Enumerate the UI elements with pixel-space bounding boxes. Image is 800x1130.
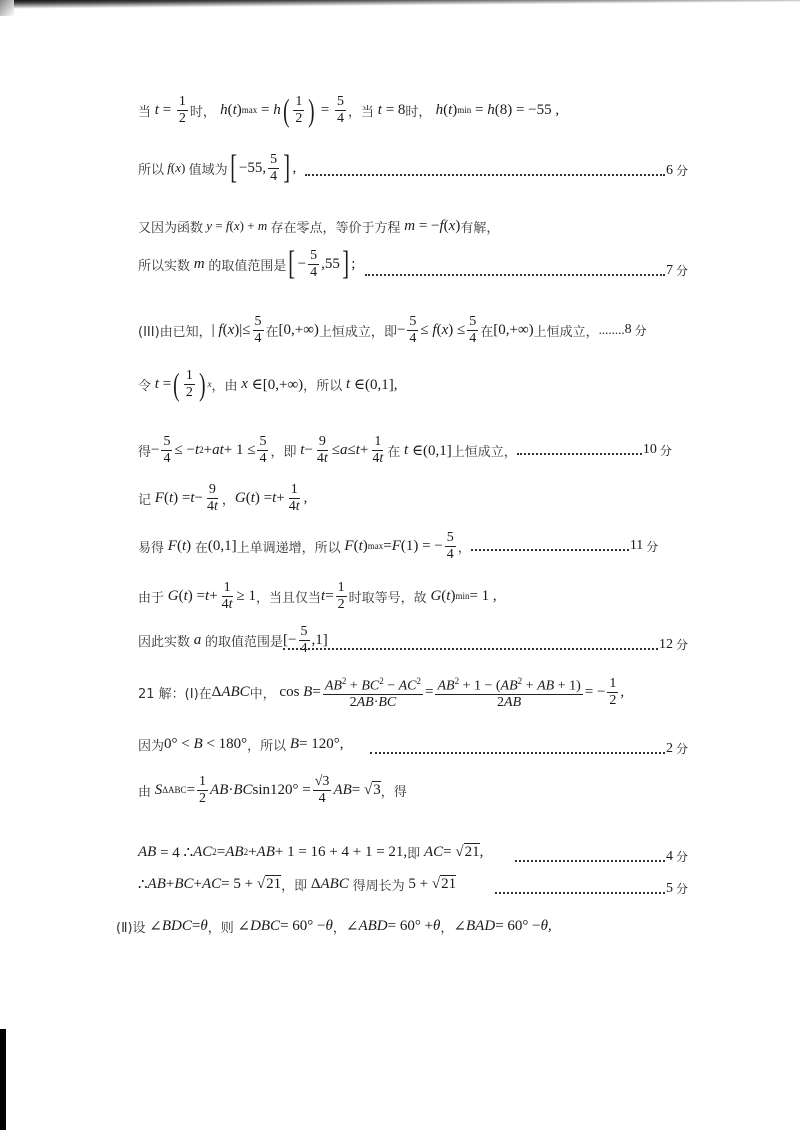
scan-edge-left bbox=[0, 1029, 6, 1130]
text: 令 bbox=[138, 378, 152, 394]
text: 在 bbox=[480, 324, 494, 340]
text: (Ⅱ)设 bbox=[116, 920, 146, 936]
text: ，则 bbox=[207, 920, 234, 936]
text: 时 bbox=[189, 104, 203, 120]
text: 在 bbox=[387, 444, 401, 460]
text: 即 bbox=[383, 324, 397, 340]
text: 当 bbox=[138, 104, 152, 120]
solution-line-15: AB = 4 ∴ AC 2 = AB 2 + AB + 1 = 16 + 4 + 1 = 21, 即 AC = √ 21 , bbox=[138, 843, 484, 862]
text: 由于 bbox=[138, 590, 165, 606]
text: 的取值范围是 bbox=[205, 634, 284, 650]
solution-line-14: 由 S ΔABC = $\frac{1}{2}$ AB · BC sin120° = $\frac{√3}{4}$ AB = √ 3 ，得 bbox=[138, 773, 407, 806]
text: 所以实数 bbox=[138, 258, 191, 274]
scan-corner bbox=[0, 0, 14, 16]
text: 的取值范围是 bbox=[208, 258, 287, 274]
score-marker-4: 4 分 bbox=[515, 848, 688, 865]
solution-line-7: 得 − $\frac{5}{4}$ ≤ − t 2 + at + 1 ≤ $\frac{5}{4}$ ， 即 t − $\frac{9}{4t}$ ≤ a ≤ t + $\frac{1}{4t}$ 在 t ∈(0,1] 上恒成立， 10 分 bbox=[138, 433, 672, 466]
text: 21 解：(Ⅰ)在 bbox=[138, 686, 212, 702]
text: 得周长为 bbox=[352, 878, 405, 894]
text: 所以 bbox=[316, 378, 343, 394]
solution-line-9: 易得 F ( t ) 在 (0,1] 上单调递增，所以 F ( t ) max = F (1) = − $\frac{5}{4}$ ， 11 分 bbox=[138, 529, 659, 562]
text: 即 bbox=[283, 444, 297, 460]
solution-line-1: 当 t = $\frac{1}{2}$ 时 ， h ( t ) max = h ( $\frac{1}{2}$ ) = $\frac{5}{4}$ ， 当 t = 8 时 ， h ( t ) min = h (8) = −55 , bbox=[138, 92, 560, 128]
solution-line-12: 21 解：(Ⅰ)在 Δ ABC 中， cos B = $\frac{AB^2 + BC^2 - AC^2}{2AB\cdot BC}$ = $\frac{AB^2 + 1 - (AB^2 + AB + 1)}{2AB}$ = − $\frac{1}{2}$ , bbox=[138, 672, 624, 712]
text: 由 bbox=[224, 378, 238, 394]
text: 存在零点，等价于方程 bbox=[270, 220, 401, 236]
text: 上恒成立， bbox=[533, 324, 599, 340]
solution-line-5: (III)由已知， | f ( x )|≤ $\frac{5}{4}$ 在 [0,+∞) 上恒成立， 即 − $\frac{5}{4}$ ≤ f ( x ) ≤ $\frac{5}{4}$ 在 [0,+∞) 上恒成立， ........ 8 分 bbox=[138, 313, 647, 346]
solution-line-8: 记 F ( t ) = t − $\frac{9}{4t}$ ， G ( t ) = t + $\frac{1}{4t}$ , bbox=[138, 481, 308, 514]
text: 有解， bbox=[460, 220, 500, 236]
solution-line-11: 因此实数 a 的取值范围是 [− $\frac{5}{4}$ ,1] bbox=[138, 623, 328, 656]
text: 即 bbox=[407, 846, 421, 862]
solution-line-2: 所以 f (x) 值域为 [ −55, $\frac{5}{4}$ ] , bbox=[138, 149, 297, 186]
text: ，得 bbox=[380, 784, 407, 800]
text: 所以 bbox=[260, 738, 287, 754]
text: (III)由已知， bbox=[138, 324, 212, 340]
solution-line-16: ∴ AB + BC + AC = 5 + √ 21 ， 即 Δ ABC 得周长为 5 + √ 21 bbox=[138, 875, 457, 894]
text: 上单调递增，所以 bbox=[236, 540, 341, 556]
solution-line-6: 令 t = ( $\frac{1}{2}$ ) x ， 由 x ∈[0,+∞) ， 所以 t ∈(0,1], bbox=[138, 366, 398, 402]
solution-line-13: 因为 0° < B < 180° ， 所以 B = 120°, bbox=[138, 735, 344, 754]
scan-edge-top bbox=[0, 0, 800, 14]
score-marker-2: 2 分 bbox=[370, 740, 688, 757]
text: 记 bbox=[138, 492, 152, 508]
text: 时取等号，故 bbox=[348, 590, 427, 606]
text: 因为 bbox=[138, 738, 165, 754]
text: 因此实数 bbox=[138, 634, 191, 650]
text: 由 bbox=[138, 784, 152, 800]
text: 中， bbox=[249, 686, 276, 702]
solution-line-3: 又因为函数 y = f(x) + m 存在零点，等价于方程 m = − f ( x ) 有解， bbox=[138, 217, 500, 236]
text: 所以 bbox=[138, 162, 165, 178]
text: 即 bbox=[294, 878, 308, 894]
text: 得 bbox=[138, 444, 152, 460]
solution-line-10: 由于 G ( t ) = t + $\frac{1}{4t}$ ≥ 1 ，当且仅当 t = $\frac{1}{2}$ 时取等号，故 G ( t ) min = 1 , bbox=[138, 579, 497, 612]
text: 上恒成立， bbox=[318, 324, 384, 340]
text: 当 bbox=[361, 104, 375, 120]
score-marker-6: 6 分 bbox=[305, 162, 688, 179]
text: 值域为 bbox=[188, 162, 228, 178]
text: 易得 bbox=[138, 540, 165, 556]
score-marker-12: 12 分 bbox=[283, 636, 688, 653]
text: 又因为函数 bbox=[138, 220, 204, 236]
text: 上恒成立， bbox=[451, 444, 517, 460]
text: ，当且仅当 bbox=[256, 590, 322, 606]
score-marker-7: 7 分 bbox=[365, 262, 688, 279]
solution-line-4: 所以实数 m 的取值范围是 [ − $\frac{5}{4}$ ,55 ] ; bbox=[138, 245, 356, 282]
score-marker-5: 5 分 bbox=[495, 880, 688, 897]
text: 在 bbox=[265, 324, 279, 340]
solution-line-17: (Ⅱ)设 ∠ BDC = θ ，则 ∠ DBC = 60° − θ ， ∠ ABD = 60° + θ ， ∠ BAD = 60° − θ , bbox=[116, 917, 552, 936]
text: 时 bbox=[405, 104, 419, 120]
text: 在 bbox=[194, 540, 208, 556]
